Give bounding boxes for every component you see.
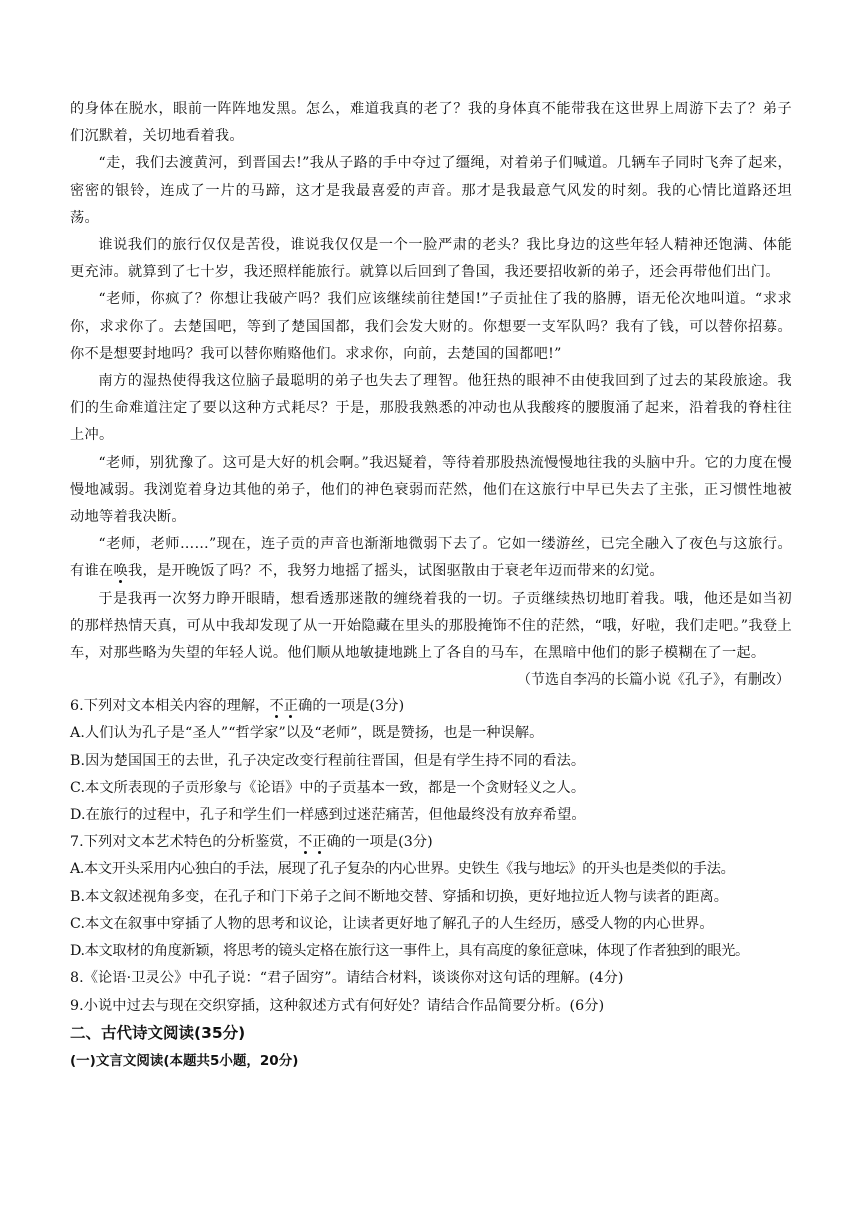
- text-run: “老师，老师……”现在，连子贡的声音也渐渐地微弱下去了。它如一缕游丝，已完全融入了夜色与这旅行。有谁在: [70, 536, 792, 580]
- question-stem: [70, 829, 792, 856]
- option-c[interactable]: C.本文所表现的子贡形象与《论语》中的子贡基本一致，都是一个贪财轻义之人。: [70, 779, 586, 796]
- passage-paragraph: [70, 531, 792, 585]
- option-d[interactable]: D.在旅行的过程中，孔子和学生们一样感到过迷茫痛苦，但他最终没有放弃希望。: [70, 807, 586, 824]
- passage-paragraph: 南方的湿热使得我这位脑子最聪明的弟子也失去了理智。他狂热的眼神不由使我回到了过去的某段旅途。我们的生命难道注定了要以这种方式耗尽？于是，那股我熟悉的冲动也从我酸疼的腰腹涌了起来，沿着我的脊柱往上冲。: [70, 373, 792, 444]
- passage-paragraph: “老师，你疯了？你想让我破产吗？我们应该继续前往楚国!”子贡扯住了我的胳膊，语无伦次地叫道。“求求你，求求你了。去楚国吧，等到了楚国国都，我们会发大财的。你想要一支军队吗？我有了钱，可以替你招募。你不是想要封地吗？我可以替你贿赂他们。求求你，向前，去楚国的国都吧!”: [70, 291, 792, 362]
- question-6: [70, 693, 792, 829]
- stem-text: 确的一项是(3分): [298, 698, 405, 715]
- emphasis-char: 正: [312, 834, 327, 851]
- emphasis-char: 不: [269, 698, 284, 715]
- section-title: 二、古代诗文阅读(35分): [70, 1023, 246, 1042]
- passage-paragraph: 于是我再一次努力睁开眼睛，想看透那迷散的缠绕着我的一切。子贡继续热切地盯着我。哦，他还是如当初的那样热情天真，可从中我却发现了从一开始隐藏在里头的那股掩饰不住的茫然，“哦，好啦，我们走吧。”我登上车，对那些略为失望的年轻人说。他们顺从地敏捷地跳上了各自的马车，在黑暗中他们的影子模糊在了一起。: [70, 590, 792, 662]
- text-run: 我，是开晚饭了吗？不，我努力地摇了摇头，试图驱散由于衰老年迈而带来的幻觉。: [127, 563, 665, 580]
- emphasis-char: 唤: [113, 563, 128, 580]
- emphasis-char: 正: [283, 698, 299, 715]
- stem-text: 7.下列对文本艺术特色的分析鉴赏，: [70, 834, 299, 851]
- option-a[interactable]: A.本文开头采用内心独白的手法，展现了孔子复杂的内心世界。史铁生《我与地坛》的开头也是类似的手法。: [70, 861, 735, 878]
- option-a[interactable]: A.人们认为孔子是“圣人”“哲学家”以及“老师”，既是赞扬，也是一种误解。: [70, 725, 544, 742]
- question-9: 9.小说中过去与现在交织穿插，这种叙述方式有何好处？请结合作品简要分析。(6分): [70, 997, 605, 1014]
- passage-paragraph: 谁说我们的旅行仅仅是苦役，谁说我仅仅是一个一脸严肃的老头？我比身边的这些年轻人精神还饱满、体能更充沛。就算到了七十岁，我还照样能旅行。就算以后回到了鲁国，我还要招收新的弟子，还会再带他们出门。: [70, 237, 792, 281]
- option-c[interactable]: C.本文在叙事中穿插了人物的思考和议论，让读者更好地了解孔子的人生经历，感受人物的内心世界。: [70, 915, 714, 932]
- stem-text: 确的一项是(3分): [326, 834, 433, 851]
- subsection-title: (一)文言文阅读(本题共5小题，20分): [70, 1052, 299, 1069]
- passage-paragraph: “老师，别犹豫了。这可是大好的机会啊。”我迟疑着，等待着那股热流慢慢地往我的头脑中升。它的力度在慢慢地减弱。我浏览着身边其他的弟子，他们的神色衰弱而茫然，他们在这旅行中早已失去了主张，正习惯性地被动地等着我决断。: [70, 454, 792, 526]
- passage-source: （节选自李冯的长篇小说《孔子》，有删改）: [517, 672, 790, 689]
- option-d[interactable]: D.本文取材的角度新颖，将思考的镜头定格在旅行这一事件上，具有高度的象征意味，体现了作者独到的眼光。: [70, 943, 749, 960]
- question-8: 8.《论语·卫灵公》中孔子说：“君子固穷”。请结合材料，谈谈你对这句话的理解。(4分): [70, 970, 624, 987]
- option-b[interactable]: B.本文叙述视角多变，在孔子和门下弟子之间不断地交替、穿插和切换，更好地拉近人物与读者的距离。: [70, 888, 729, 905]
- question-stem: [70, 693, 792, 720]
- passage-paragraph: 的身体在脱水，眼前一阵阵地发黑。怎么，难道我真的老了？我的身体真不能带我在这世界上周游下去了？弟子们沉默着，关切地看着我。: [70, 101, 792, 145]
- passage-paragraph: “走，我们去渡黄河，到晋国去!”我从子路的手中夺过了缰绳，对着弟子们喊道。几辆车子同时飞奔了起来，密密的银铃，连成了一片的马蹄，这才是我最喜爱的声音。那才是我最意气风发的时刻。我的心情比道路还坦荡。: [70, 155, 792, 226]
- question-7: [70, 829, 792, 965]
- stem-text: 6.下列对文本相关内容的理解，: [70, 698, 270, 715]
- option-b[interactable]: B.因为楚国国王的去世，孔子决定改变行程前往晋国，但是有学生持不同的看法。: [70, 752, 586, 769]
- exam-page: [70, 96, 792, 1075]
- emphasis-char: 不: [298, 834, 313, 851]
